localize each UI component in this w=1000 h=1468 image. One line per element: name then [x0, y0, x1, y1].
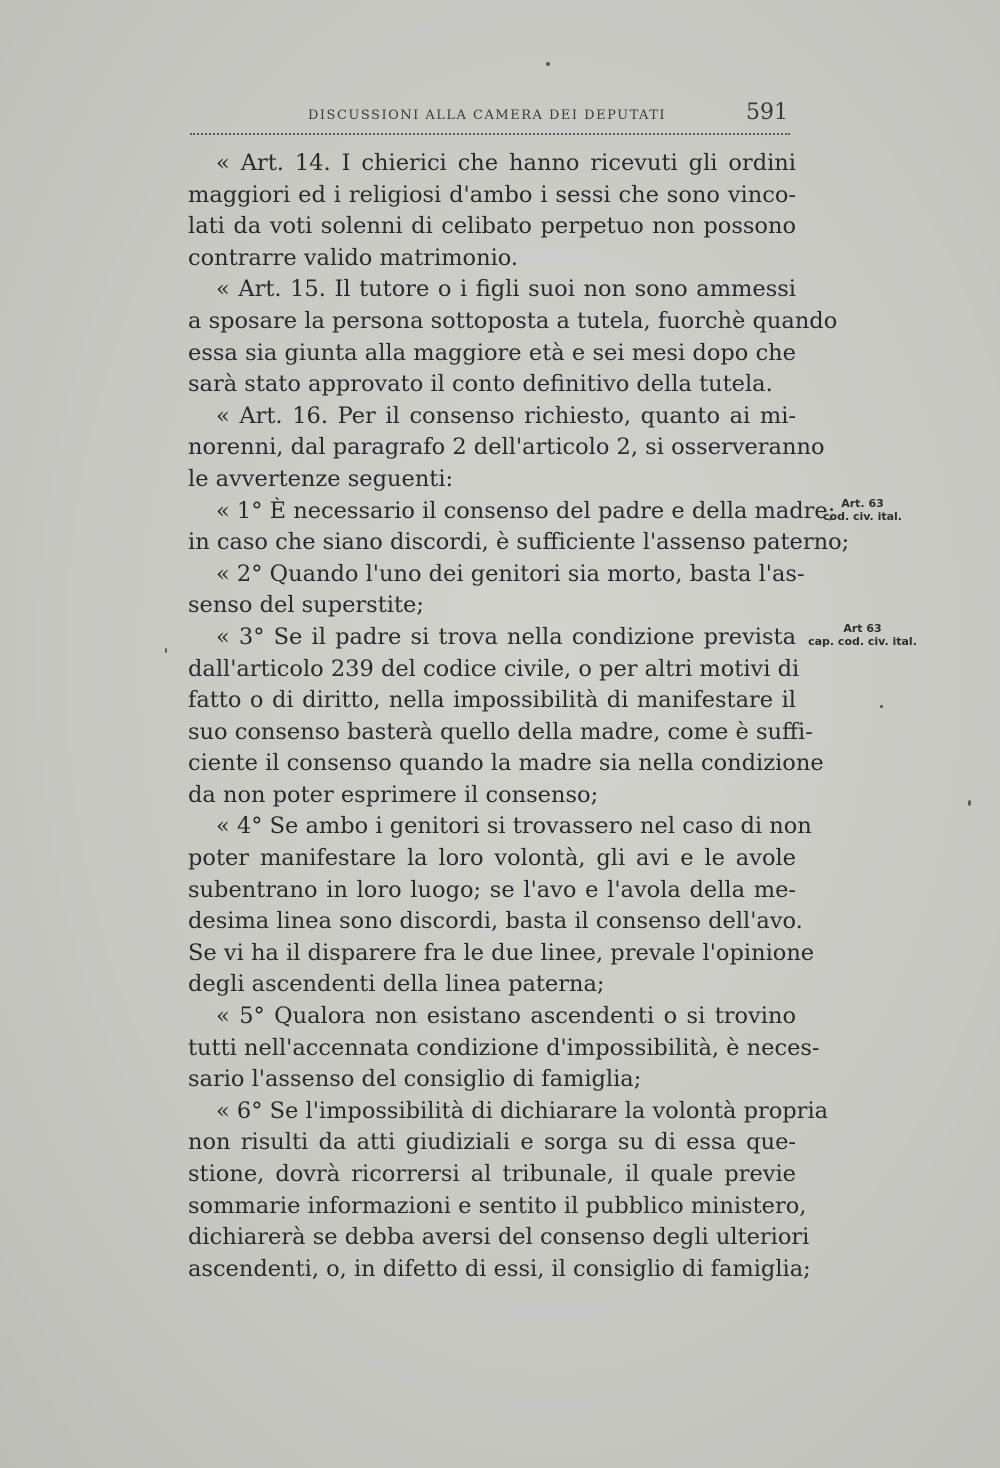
body-text: [188, 148, 850, 1285]
text-line: lati da voti solenni di celibato perpetuo non possono: [188, 213, 796, 240]
text-line: degli ascendenti della linea paterna;: [188, 971, 605, 998]
text-line: « Art. 15. Il tutore o i figli suoi non sono ammessi: [216, 276, 796, 303]
text-line: le avvertenze seguenti:: [188, 465, 454, 492]
text-line: subentrano in loro luogo; se l'avo e l'avola della me-: [188, 876, 796, 903]
paper-speck: [968, 800, 971, 806]
text-line: « 5° Qualora non esistano ascendenti o si trovino: [216, 1003, 796, 1030]
text-line: desima linea sono discordi, basta il consenso dell'avo.: [188, 908, 803, 935]
text-line: contrarre valido matrimonio.: [188, 244, 519, 271]
margin-note-title: Art 63: [843, 622, 882, 635]
margin-note-source: cod. civ. ital.: [823, 510, 902, 523]
text-line: suo consenso basterà quello della madre, come è suffi-: [188, 718, 813, 745]
text-line: « 2° Quando l'uno dei genitori sia morto, basta l'as-: [216, 560, 805, 587]
page-header: [190, 98, 800, 128]
text-line: dall'articolo 239 del codice civile, o per altri motivi di: [188, 655, 800, 682]
text-line: sommarie informazioni e sentito il pubblico ministero,: [188, 1192, 807, 1219]
margin-note-art-63: [815, 497, 910, 523]
text-line: ciente il consenso quando la madre sia nella condizione: [188, 750, 824, 777]
text-line: maggiori ed i religiosi d'ambo i sessi che sono vinco-: [188, 181, 796, 208]
text-line: « Art. 14. I chierici che hanno ricevuti gli ordini: [216, 150, 796, 176]
text-line: « Art. 16. Per il consenso richiesto, quanto ai mi-: [216, 402, 796, 429]
text-line: essa sia giunta alla maggiore età e sei mesi dopo che: [188, 339, 796, 366]
text-line: in caso che siano discordi, è sufficiente l'assenso paterno;: [188, 529, 850, 556]
text-line: Se vi ha il disparere fra le due linee, prevale l'opinione: [188, 939, 815, 966]
text-line: stione, dovrà ricorrersi al tribunale, il quale previe: [188, 1161, 796, 1187]
paper-speck: [165, 648, 167, 653]
text-line: « 1° È necessario il consenso del padre e della madre;: [216, 497, 836, 524]
margin-note-title: Art. 63: [841, 497, 884, 510]
text-line: « 3° Se il padre si trova nella condizione prevista: [216, 623, 796, 650]
paper-speck: [880, 705, 883, 708]
margin-note-art-63-cap: [800, 622, 925, 648]
paper-speck: [546, 62, 550, 66]
header-rule: [190, 133, 790, 135]
text-line: a sposare la persona sottoposta a tutela, fuorchè quando: [188, 307, 838, 334]
text-line: norenni, dal paragrafo 2 dell'articolo 2, si osserveranno: [188, 434, 825, 461]
text-line: ascendenti, o, in difetto di essi, il consiglio di famiglia;: [188, 1255, 811, 1282]
margin-note-source: cap. cod. civ. ital.: [808, 635, 917, 648]
text-line: sario l'assenso del consiglio di famiglia;: [188, 1066, 642, 1093]
text-line: poter manifestare la loro volontà, gli avi e le avole: [188, 845, 796, 872]
text-line: « 6° Se l'impossibilità di dichiarare la volontà propria: [216, 1097, 829, 1124]
text-line: « 4° Se ambo i genitori si trovassero nel caso di non: [216, 813, 812, 840]
text-line: da non poter esprimere il consenso;: [188, 781, 599, 808]
text-line: sarà stato approvato il conto definitivo della tutela.: [188, 371, 773, 398]
text-line: senso del superstite;: [188, 592, 424, 619]
text-line: tutti nell'accennata condizione d'impossibilità, è neces-: [188, 1034, 820, 1061]
text-line: dichiarerà se debba aversi del consenso degli ulteriori: [188, 1224, 810, 1251]
page-number: 591: [746, 100, 788, 125]
text-line: fatto o di diritto, nella impossibilità di manifestare il: [188, 687, 796, 714]
text-line: non risulti da atti giudiziali e sorga su di essa que-: [188, 1129, 796, 1156]
running-head: DISCUSSIONI ALLA CAMERA DEI DEPUTATI: [308, 108, 667, 123]
